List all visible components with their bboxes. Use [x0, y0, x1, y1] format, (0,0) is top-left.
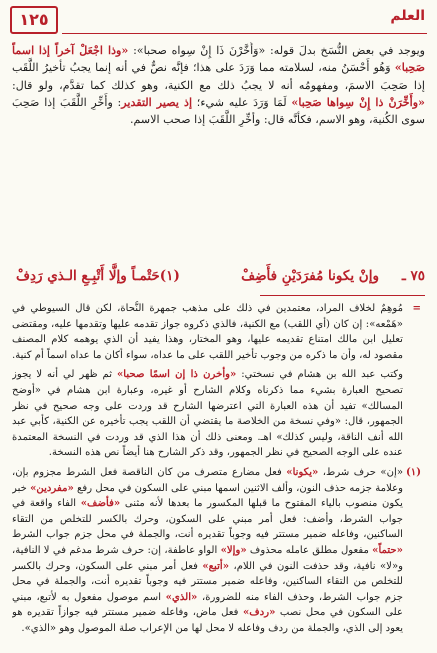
footnote-text: وكتب عبد الله بن هشام في نسختي:	[236, 369, 403, 381]
footnote-text: «إن» حرف شرط،	[318, 466, 403, 478]
footnote-text: الواو عاطفة، إن: حرف شرط مدغم في لا النافية، و«لا» نافية، وقد حذفت النون في اللام،	[12, 544, 403, 572]
parsed-word: «مفردين»	[30, 482, 74, 494]
footnote-text: مفعول مطلق عامله محذوف	[246, 544, 373, 556]
highlight-phrase: إذ يصير التقدير	[121, 95, 193, 109]
footnote-text: فعل أمر مبني على السكون، وحرك بالكسر للتخلص من التقاء الساكنين، وفاعله ضمير مستتر فيه وجوباً تقديره أنت، والجملة في محل جزم جواب الشرط، وحذف الفاء منه للضرورة،	[12, 560, 403, 603]
footnote-mark: =	[412, 303, 421, 314]
footnote-text: مُوهِمٌ لخلاف المراد، معتمدين في ذلك على مذهب جمهرة النُّحاة، لكن قال السيوطي في «هَمْعه»: إن كان (أي اللقب) مع الكنية، فالذي ذكروه جواز تقدمه عليها وتقدمها عليه، ومقتضى تعليل ابن مالك امتناع تقديمه عليها، وهو المختار، وهذا يفيد أن الذي يوهمه كلام المصنف مقصود له، وأن ما ذكره من وجوب تأخير اللقب على ما عداه، سواء أكان ما عداه اسماً أم كنية.	[12, 303, 403, 361]
footnote-paragraph	[12, 367, 425, 461]
parsed-word: «أتبع»	[202, 560, 230, 572]
page-header	[10, 6, 427, 34]
footnote-mark: (١)	[406, 466, 421, 478]
main-line: : وأَخِّرِ اللَّقَبَ إذا	[44, 95, 122, 109]
parsed-word: «الذي»	[165, 591, 198, 603]
main-text	[12, 42, 425, 260]
main-line: لَمَا وَرَدَ عليه شيء؛	[192, 95, 292, 109]
page-number: ١٢٥	[10, 6, 58, 34]
footnote-separator	[0, 292, 425, 300]
running-title: العلم	[390, 8, 425, 24]
verse-footnote-ref: (١)	[159, 268, 180, 284]
footnote-text: الفاء واقعة في جواب الشرط، وأضف: فعل أمر مبني على السكون، وحرك بالكسر للتخلص من التقاء الساكنين، وفاعله ضمير مستتر فيه وجوباً تقديره أنت، والجملة في محل جزم جواب الشرط	[12, 498, 403, 541]
verse-second-hemistich	[16, 268, 180, 284]
quoted-verse: «وأَخِّرَنْ ذا إِنْ سِواها صَحِبا»	[291, 95, 425, 109]
parsed-word: «وإلا»	[220, 544, 247, 556]
footnote-text: ثم ظهر لي أنه لا يجوز تصحيح العبارة بشيء مما ذكرناه وكلام الشارح أو غيره، وعبارة ابن هشام في «أوضح المسالك» تفيد أن هذه العبارة التي اعترضها الشارح قد وردت على وجه صحيح في نظر الجمهور، قال: «وفي نسخة من الخلاصة ما يقتضي أن اللقب يجب تأخيره عن الكنية، كأبي عبد الله أنف الناقة، وليس كذلك» اهـ. ومعنى ذلك أن هذا الذي قد وردت في النسخة المعتمدة عنده على الوجه الصحيح في نظر الجمهور، وقد ذكر الشارح هنا أيضاً نص هذه النسخة.	[12, 369, 403, 459]
parsed-word: «يكونا»	[286, 466, 319, 478]
footnote-text: فعل مضارع متصرف من كان الناقصة فعل الشرط مجزوم بإن، وعلامة جزمه حذف النون، وألف الاثنين اسمها مبني على السكون في محل رفع	[12, 466, 403, 494]
parsed-word: «حتماً»	[372, 544, 403, 556]
footnote-1	[12, 465, 425, 637]
main-line: وَهُو أَحْسَنُ منه، لسلامته مما وَرَدَ على هذا؛ فإنَّه نصٌّ في أنه إنما يجبُ تأخيرُ	[42, 61, 395, 75]
parsed-word: «ردف»	[242, 607, 276, 619]
footnote-text: فعل ماض، وفاعله ضمير مستتر فيه جوازاً تقديره هو يعود إلى الذي، والجملة من ردف وفاعله لا محل لها من الإعراب صلة الموصول وهو «الذي».	[12, 607, 403, 634]
verse-75	[12, 266, 425, 290]
quoted-verse: «وذا اجْعَلْ آخراً إذا	[38, 44, 129, 57]
main-paragraph	[12, 42, 425, 128]
main-line: ويوجد في بعض النُّسَخ بدلَ قوله: «وَأَخَّرْنَ ذَا إِنْ سِواه صحبا»:	[128, 44, 425, 57]
footnotes	[12, 301, 425, 647]
footnote-text: اسم موصول مفعول به لأتبع، مبني على السكون في محل نصب	[12, 591, 403, 619]
main-line: صَحِبَ سوى الكُنية، وهو الاسم، فكأنَّه قال: وأخِّرِ اللَّقَبَ إذا صحب الاسم.	[12, 95, 425, 127]
parsed-word: «فأضف»	[80, 498, 121, 510]
footnote-continued	[12, 301, 425, 363]
verse-second-text: حَتْمـاً وإلَّا أَتْبِـعِ الـذي رَدِفْ	[16, 268, 160, 284]
main-line: قال:	[12, 78, 33, 92]
footnote-quote: «وأخرن ذا إن اسمًا صحبا»	[117, 369, 237, 381]
header-rule	[62, 33, 427, 34]
quoted-verse: اسماً صَحِبا»	[12, 44, 425, 75]
footnote-text: خبر يكون منصوب بالياء المفتوح ما قبلها المكسور ما بعدها لأنه مثنى	[12, 482, 403, 510]
verse-first-hemistich: وإنْ يكونا مُفرَدَيْنِ فأَضِفْ	[241, 268, 379, 284]
verse-number: ٧٥ ـ	[401, 268, 425, 284]
main-line: اللَّقَب إذا صَحِبَ الاسمَ، ومفهومُه أنه لا يجبُ ذلك مع الكنية، وهو كذلك كما تقدَّم، ولو	[12, 61, 425, 92]
